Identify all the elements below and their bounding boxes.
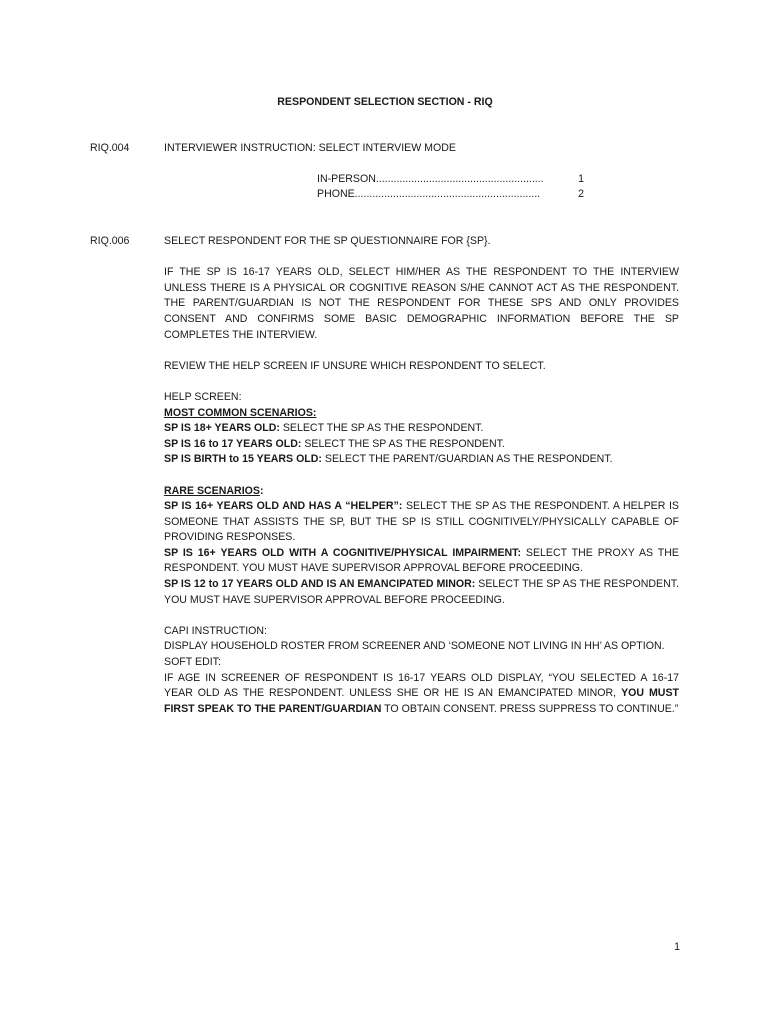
help-screen-label: HELP SCREEN:	[164, 390, 242, 403]
riq006-question: SELECT RESPONDENT FOR THE SP QUESTIONNAIRE FOR {SP}.	[164, 235, 491, 247]
riq004-instruction: INTERVIEWER INSTRUCTION: SELECT INTERVIEW MODE	[164, 142, 456, 154]
rare-scenarios-heading: RARE SCENARIOS	[164, 484, 260, 497]
option-code: 2	[578, 188, 584, 200]
option-in-person	[317, 172, 584, 188]
question-id-riq006: RIQ.006	[90, 235, 130, 247]
riq006-body	[164, 234, 679, 717]
rare-scenario-3: SP IS 12 to 17 YEARS OLD AND IS AN EMANCIPATED MINOR: SELECT THE SP AS THE RESPONDENT. YOU MUST HAVE SUPERVISOR APPROVAL BEFORE PROCEEDING.	[164, 578, 679, 606]
common-scenario-2: SP IS 16 to 17 YEARS OLD: SELECT THE SP AS THE RESPONDENT.	[164, 437, 505, 450]
capi-instruction-text: DISPLAY HOUSEHOLD ROSTER FROM SCREENER AND ‘SOMEONE NOT LIVING IN HH’ AS OPTION.	[164, 640, 665, 653]
riq006-paragraph-2: REVIEW THE HELP SCREEN IF UNSURE WHICH RESPONDENT TO SELECT.	[164, 359, 546, 372]
rare-scenario-1: SP IS 16+ YEARS OLD AND HAS A “HELPER”: SELECT THE SP AS THE RESPONDENT. A HELPER IS SOMEONE THAT ASSISTS THE SP, BUT THE SP IS STILL COGNITIVELY/PHYSICALLY CAPABLE OF PROVIDING RESPONSES.	[164, 500, 679, 544]
rare-scenarios-heading-line: RARE SCENARIOS:	[164, 484, 264, 497]
option-label: PHONE...............................................................	[317, 188, 541, 200]
question-id-riq004: RIQ.004	[90, 142, 130, 154]
soft-edit-label: SOFT EDIT:	[164, 656, 221, 669]
capi-instruction-label: CAPI INSTRUCTION:	[164, 624, 267, 637]
soft-edit-text: IF AGE IN SCREENER OF RESPONDENT IS 16-17 YEARS OLD DISPLAY, “YOU SELECTED A 16-17 YEAR OLD AS THE RESPONDENT. UNLESS SHE OR HE IS AN EMANCIPATED MINOR, YOU MUST FIRST SPEAK TO THE PARENT/GUARDIAN TO OBTAIN CONSENT. PRESS SUPPRESS TO CONTINUE.”	[164, 671, 679, 715]
common-scenario-1: SP IS 18+ YEARS OLD: SELECT THE SP AS THE RESPONDENT.	[164, 422, 484, 435]
page-number: 1	[674, 941, 680, 953]
option-label: IN-PERSON.........................................................	[317, 173, 544, 185]
option-code: 1	[578, 173, 584, 185]
riq006-paragraph-1: IF THE SP IS 16-17 YEARS OLD, SELECT HIM/HER AS THE RESPONDENT TO THE INTERVIEW UNLESS THERE IS A PHYSICAL OR COGNITIVE REASON S/HE CANNOT ACT AS THE RESPONDENT. THE PARENT/GUARDIAN IS NOT THE RESPONDENT FOR THESE SPS AND ONLY PROVIDES CONSENT AND CONFIRMS SOME BASIC DEMOGRAPHIC INFORMATION BEFORE THE SP COMPLETES THE INTERVIEW.	[164, 266, 679, 341]
option-phone	[317, 187, 584, 203]
common-scenarios-heading: MOST COMMON SCENARIOS:	[164, 406, 317, 419]
common-scenario-3: SP IS BIRTH to 15 YEARS OLD: SELECT THE PARENT/GUARDIAN AS THE RESPONDENT.	[164, 453, 613, 466]
page-title: RESPONDENT SELECTION SECTION - RIQ	[277, 96, 493, 108]
rare-scenario-2: SP IS 16+ YEARS OLD WITH A COGNITIVE/PHYSICAL IMPAIRMENT: SELECT THE PROXY AS THE RESPONDENT. YOU MUST HAVE SUPERVISOR APPROVAL BEFORE PROCEEDING.	[164, 546, 679, 575]
